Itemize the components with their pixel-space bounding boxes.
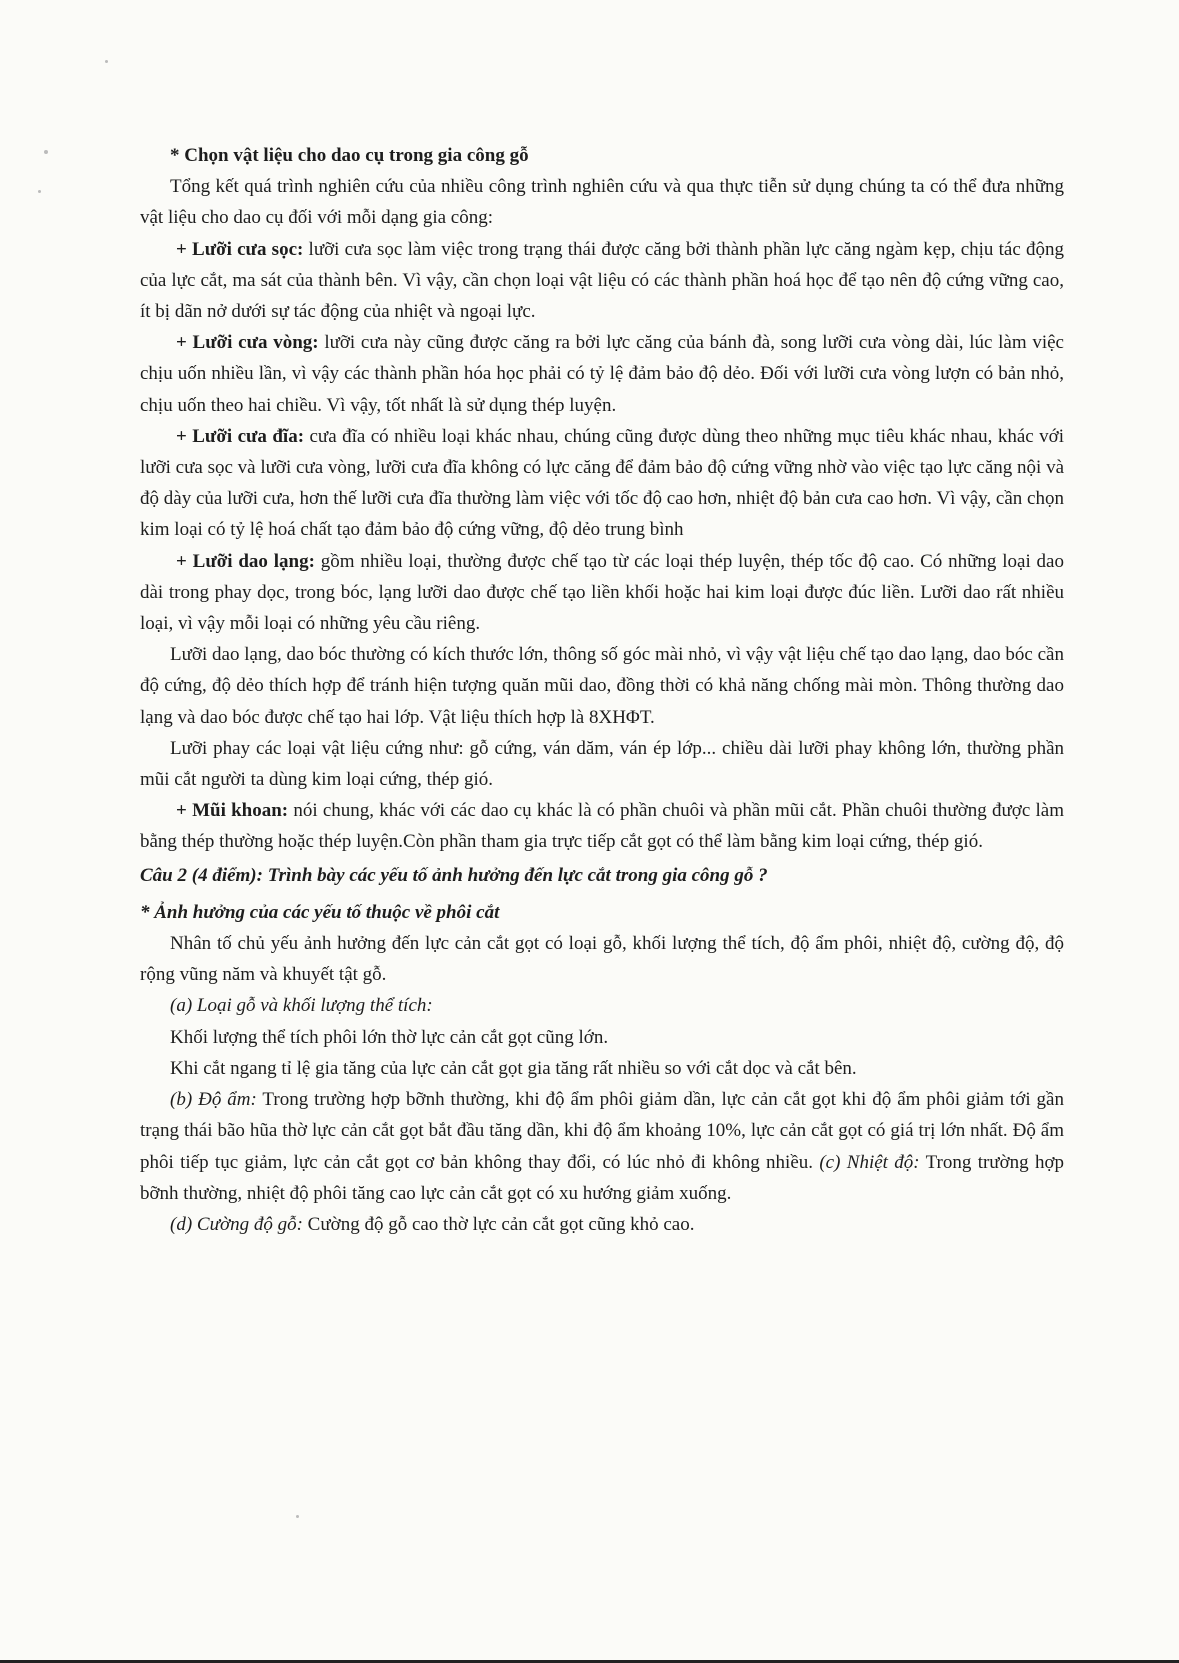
item-label: + Lưỡi cưa sọc: [176,238,304,260]
scan-speck [296,1515,299,1518]
subsection-d [140,1209,1064,1240]
subsection-d-label: (d) Cường độ gỗ: [170,1213,303,1235]
item-luoi-cua-soc [140,234,1064,328]
subsection-c-label: (c) Nhiệt độ: [819,1151,920,1173]
intro-paragraph: Tổng kết quá trình nghiên cứu của nhiều công trình nghiên cứu và qua thực tiễn sử dụng chúng ta có thể đưa những vật liệu cho dao cụ đối với mỗi dạng gia công: [140,176,1064,229]
item-mui-khoan [140,795,1064,857]
item-luoi-cua-vong [140,327,1064,421]
subsection-c-text: Trong trường hợp bỡnh thường, nhiệt độ phôi tăng cao lực cản cắt gọt có xu hướng giảm xuống. [140,1151,1065,1204]
question-heading: Câu 2 (4 điểm): Trình bày các yếu tố ảnh hưởng đến lực cắt trong gia công gỗ ? [140,864,768,886]
scan-speck [44,150,48,154]
item-luoi-dao-lang [140,546,1064,640]
subsection-a-label: (a) Loại gỗ và khối lượng thể tích: [170,995,433,1017]
item-luoi-cua-dia [140,421,1064,546]
scan-speck [105,60,108,63]
item-text: lưỡi cưa này cũng được căng ra bởi lực căng của bánh đà, song lưỡi cưa vòng dài, lúc làm việc chịu uốn nhiều lần, vì vậy các thành phần hóa học phải có tỷ lệ đảm bảo độ dẻo. Đối với lưỡi cưa vòng lượn có bản nhỏ, chịu uốn theo hai chiều. Vì vậy, tốt nhất là sử dụng thép luyện. [140,332,1064,416]
item-text: lưỡi cưa sọc làm việc trong trạng thái được căng bởi thành phần lực căng ngàm kẹp, chịu tác động của lực cắt, ma sát của thành bên. Vì vậy, cần chọn loại vật liệu có các thành phần hoá học để tạo nên độ cứng vững cao, ít bị dãn nở dưới sự tác động của nhiệt và ngoại lực. [140,238,1064,323]
subsection-d-text: Cường độ gỗ cao thờ lực cản cắt gọt cũng khỏ cao. [302,1213,695,1235]
subsection-b-label: (b) Độ ẩm: [170,1089,257,1111]
paragraph-luoi-phay: Lưỡi phay các loại vật liệu cứng như: gỗ cứng, ván dăm, ván ép lớp... chiều dài lưỡi phay không lớn, thường phần mũi cắt người ta dùng kim loại cứng, thép gió. [140,737,1064,791]
subsection-a-line1: Khối lượng thể tích phôi lớn thờ lực cản cắt gọt cũng lớn. [170,1026,609,1048]
section-heading: * Chọn vật liệu cho dao cụ trong gia công gỗ [170,145,529,166]
sub-heading: * Ảnh hưởng của các yếu tố thuộc về phôi cắt [140,901,500,923]
scan-speck [38,190,41,193]
item-text: cưa đĩa có nhiều loại khác nhau, chúng cũng được dùng theo những mục tiêu khác nhau, khác với lưỡi cưa sọc và lưỡi cưa vòng, lưỡi cưa đĩa không có lực căng để đảm bảo độ cứng vững nhờ vào việc tạo lực căng nội và độ dày của lưỡi cưa, hơn thế lưỡi cưa đĩa thường làm việc với tốc độ cao hơn, nhiệt độ bản cưa cao hơn. Vì vậy, cần chọn kim loại có tỷ lệ hoá chất tạo đảm bảo độ cứng vững, độ dẻo trung bình [140,425,1065,541]
item-label: + Lưỡi cưa đĩa: [176,425,305,447]
subsection-a-line2: Khi cắt ngang tỉ lệ gia tăng của lực cản cắt gọt gia tăng rất nhiều so với cắt dọc và cắt bên. [170,1057,857,1079]
item-label: + Lưỡi cưa vòng: [176,332,319,354]
paragraph-dao-lang: Lưỡi dao lạng, dao bóc thường có kích thước lớn, thông số góc mài nhỏ, vì vậy vật liệu chế tạo dao lạng, dao bóc cần độ cứng, độ dẻo thích hợp để tránh hiện tượng quăn mũi dao, đồng thời có khả năng chống mài mòn. Thông thường dao lạng và dao bóc được chế tạo hai lớp. Vật liệu thích hợp là 8XHΦT. [140,644,1064,728]
item-label: + Mũi khoan: [176,800,289,822]
item-text: gồm nhiều loại, thường được chế tạo từ các loại thép luyện, thép tốc độ cao. Có những loại dao dài trong phay dọc, trong bóc, lạng lưỡi dao được chế tạo liền khối hoặc hai kim loại được đúc liền. Lưỡi dao rất nhiều loại, vì vậy mỗi loại có những yêu cầu riêng. [140,550,1064,635]
document-page [140,140,1064,1240]
item-label: + Lưỡi dao lạng: [176,550,315,572]
subsection-b-c [140,1084,1064,1209]
subsection-b-text: Trong trường hợp bỡnh thường, khi độ ẩm phôi giảm dần, lực cản cắt gọt khi độ ẩm phôi giảm tới gần trạng thái bão hũa thờ lực cản cắt gọt bắt đầu tăng dần, khi độ ẩm khoảng 10%, lực cản cắt gọt có giá trị lớn nhất. Độ ẩm phôi tiếp tục giảm, lực cản cắt gọt cơ bản không thay đổi, có lúc nhỏ đi không nhiều. [140,1089,1064,1173]
paragraph-nhan-to: Nhân tố chủ yếu ảnh hưởng đến lực cản cắt gọt có loại gỗ, khối lượng thể tích, độ ẩm phôi, nhiệt độ, cường độ, độ rộng vũng năm và khuyết tật gỗ. [140,933,1064,986]
item-text: nói chung, khác với các dao cụ khác là có phần chuôi và phần mũi cắt. Phần chuôi thường được làm bằng thép thường hoặc thép luyện.Còn phần tham gia trực tiếp cắt gọt có thể làm bằng kim loại cứng, thép gió. [140,800,1064,853]
